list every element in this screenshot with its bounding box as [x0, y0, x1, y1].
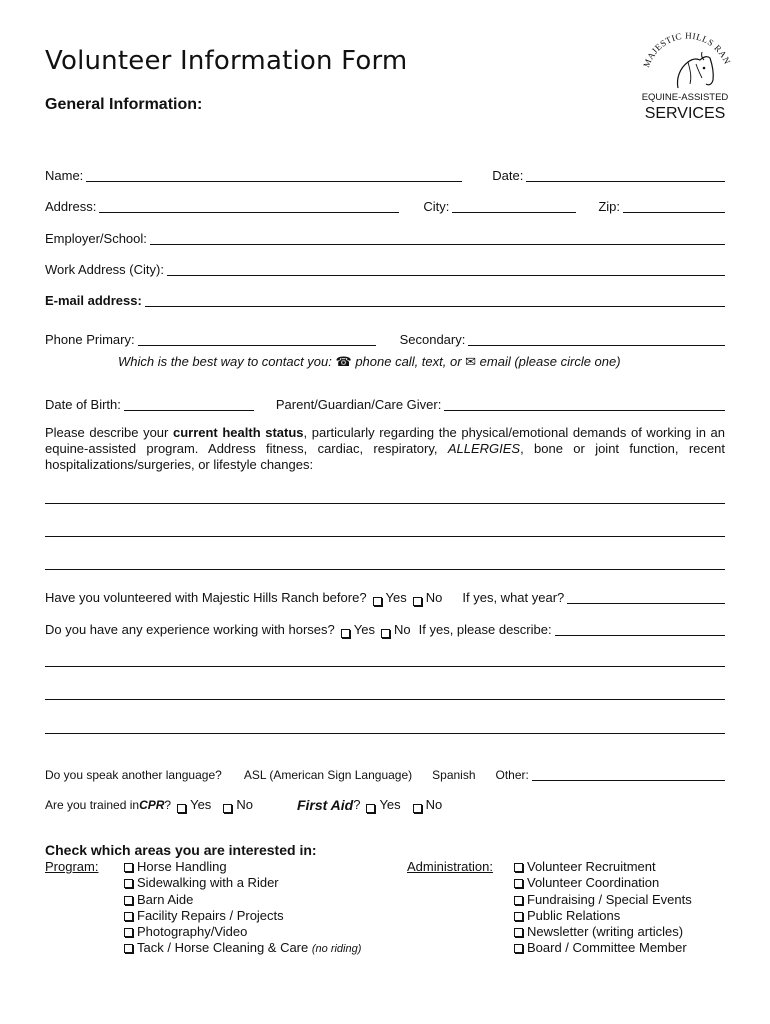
- health-answer-line[interactable]: [45, 503, 725, 504]
- checkbox[interactable]: [124, 863, 133, 872]
- no-label: No: [425, 797, 443, 812]
- name-field[interactable]: [86, 167, 462, 182]
- volunteered-row: [45, 586, 725, 606]
- email-label: E-mail address:: [45, 293, 142, 308]
- checkbox[interactable]: [514, 944, 523, 953]
- program-item[interactable]: Facility Repairs / Projects: [122, 908, 361, 924]
- checkbox[interactable]: [514, 928, 523, 937]
- zip-label: Zip:: [598, 199, 620, 214]
- work-address-field[interactable]: [167, 261, 725, 276]
- health-answer-line[interactable]: [45, 536, 725, 537]
- mail-icon: ✉: [465, 355, 477, 370]
- checkbox[interactable]: [124, 912, 133, 921]
- horses-no-checkbox[interactable]: [381, 629, 390, 638]
- health-text-3: , bone or joint function, recent hospitalizations/surgeries, or lifestyle changes:: [45, 441, 725, 472]
- work-address-row: [45, 258, 725, 278]
- address-field[interactable]: [99, 198, 399, 213]
- checkbox[interactable]: [514, 896, 523, 905]
- contact-preference-part-b: phone call, text, or: [351, 354, 466, 369]
- health-text-bold: current health status: [172, 425, 304, 440]
- what-year-label: If yes, what year?: [462, 590, 565, 605]
- name-date-row: [45, 164, 725, 184]
- guardian-label: Parent/Guardian/Care Giver:: [275, 397, 442, 412]
- secondary-phone-field[interactable]: [468, 331, 725, 346]
- phone-icon: ☎: [335, 355, 352, 370]
- cpr-label: CPR: [139, 798, 165, 812]
- dob-row: [45, 393, 725, 413]
- administration-label: Administration:: [407, 859, 493, 874]
- admin-item[interactable]: Newsletter (writing articles): [512, 924, 692, 940]
- yes-label: Yes: [379, 797, 401, 812]
- horse-experience-question: Do you have any experience working with horses?: [45, 622, 335, 637]
- secondary-phone-label: Secondary:: [399, 332, 466, 347]
- describe-label: If yes, please describe:: [418, 622, 552, 637]
- describe-field[interactable]: [555, 621, 725, 636]
- email-field[interactable]: [145, 292, 725, 307]
- checkbox[interactable]: [124, 879, 133, 888]
- program-item[interactable]: Photography/Video: [122, 924, 361, 940]
- employer-row: [45, 227, 725, 247]
- section-heading-general: General Information:: [45, 96, 203, 113]
- program-list: [122, 859, 361, 958]
- city-field[interactable]: [452, 198, 576, 213]
- address-row: [45, 195, 725, 215]
- cpr-yes-checkbox[interactable]: [177, 804, 186, 813]
- spanish-option[interactable]: Spanish: [432, 768, 476, 782]
- admin-item[interactable]: Fundraising / Special Events: [512, 892, 692, 908]
- checkbox[interactable]: [514, 912, 523, 921]
- employer-label: Employer/School:: [45, 231, 147, 246]
- volunteered-question: Have you volunteered with Majestic Hills Ranch before?: [45, 590, 367, 605]
- admin-item[interactable]: Public Relations: [512, 908, 692, 924]
- program-item[interactable]: Tack / Horse Cleaning & Care (no riding): [122, 940, 361, 957]
- checkbox[interactable]: [124, 944, 133, 953]
- logo-arc-text: MAJESTIC HILLS RAN: [641, 30, 733, 69]
- horse-experience-line[interactable]: [45, 666, 725, 667]
- checkbox[interactable]: [514, 879, 523, 888]
- svg-text:MAJESTIC HILLS RANCH: [630, 28, 733, 69]
- no-label: No: [236, 797, 253, 812]
- dob-field[interactable]: [124, 396, 254, 411]
- volunteered-yes-checkbox[interactable]: [373, 597, 382, 606]
- admin-item[interactable]: Volunteer Recruitment: [512, 859, 692, 875]
- first-aid-qmark: ?: [353, 797, 361, 812]
- phone-primary-field[interactable]: [138, 331, 376, 346]
- name-label: Name:: [45, 168, 84, 183]
- health-answer-line[interactable]: [45, 569, 725, 570]
- horses-yes-checkbox[interactable]: [341, 629, 350, 638]
- program-item[interactable]: Horse Handling: [122, 859, 361, 875]
- program-label: Program:: [45, 859, 99, 874]
- contact-preference-text: [118, 354, 621, 370]
- cpr-no-checkbox[interactable]: [223, 804, 232, 813]
- checkbox[interactable]: [124, 896, 133, 905]
- first-aid-no-checkbox[interactable]: [413, 804, 422, 813]
- no-riding-note: (no riding): [311, 943, 362, 956]
- asl-option[interactable]: ASL (American Sign Language): [243, 768, 413, 782]
- work-address-label: Work Address (City):: [45, 262, 164, 277]
- program-item[interactable]: Sidewalking with a Rider: [122, 875, 361, 891]
- interests-heading: Check which areas you are interested in:: [45, 842, 317, 858]
- yes-label: Yes: [353, 622, 375, 637]
- admin-item[interactable]: Volunteer Coordination: [512, 875, 692, 891]
- date-field[interactable]: [526, 167, 725, 182]
- date-label: Date:: [492, 168, 524, 183]
- language-question: Do you speak another language?: [45, 768, 222, 782]
- health-text-1: Please describe your: [45, 425, 173, 440]
- address-label: Address:: [45, 199, 97, 214]
- training-row: [45, 793, 725, 813]
- horse-logo-icon: [630, 28, 740, 128]
- first-aid-label: First Aid: [296, 797, 354, 813]
- language-row: [45, 763, 725, 783]
- phone-row: [45, 328, 725, 348]
- program-item[interactable]: Barn Aide: [122, 892, 361, 908]
- administration-list: [512, 859, 692, 957]
- contact-preference-part-a: Which is the best way to contact you:: [118, 354, 336, 369]
- other-language-field[interactable]: [532, 766, 725, 781]
- horse-experience-line[interactable]: [45, 699, 725, 700]
- trained-in-label: Are you trained in: [45, 798, 140, 812]
- first-aid-yes-checkbox[interactable]: [366, 804, 375, 813]
- volunteered-no-checkbox[interactable]: [413, 597, 422, 606]
- horse-experience-row: [45, 618, 725, 638]
- contact-preference-part-c: email (please circle one): [476, 354, 621, 369]
- form-title: Volunteer Information Form: [45, 46, 408, 76]
- cpr-qmark: ?: [164, 798, 172, 812]
- email-row: [45, 289, 725, 309]
- other-language-label: Other:: [495, 768, 529, 782]
- phone-primary-label: Phone Primary:: [45, 332, 135, 347]
- admin-item[interactable]: Board / Committee Member: [512, 940, 692, 956]
- zip-field[interactable]: [623, 198, 725, 213]
- logo-line2: SERVICES: [644, 105, 726, 122]
- yes-label: Yes: [385, 590, 407, 605]
- logo-line1: EQUINE-ASSISTED: [641, 92, 729, 103]
- dob-label: Date of Birth:: [45, 397, 121, 412]
- checkbox[interactable]: [124, 928, 133, 937]
- guardian-field[interactable]: [444, 396, 725, 411]
- no-label: No: [394, 622, 411, 637]
- yes-label: Yes: [190, 797, 212, 812]
- horse-experience-line[interactable]: [45, 733, 725, 734]
- health-status-instructions: [45, 425, 725, 473]
- city-label: City:: [423, 199, 450, 214]
- health-text-allergies: ALLERGIES: [447, 441, 521, 456]
- what-year-field[interactable]: [567, 589, 725, 604]
- health-text-2: , particularly regarding the physical/emotional demands of working in an equine-assisted program. Address fitness, cardiac, respiratory,: [45, 425, 725, 456]
- no-label: No: [425, 590, 443, 605]
- checkbox[interactable]: [514, 863, 523, 872]
- employer-field[interactable]: [150, 230, 725, 245]
- ranch-logo: [630, 28, 740, 128]
